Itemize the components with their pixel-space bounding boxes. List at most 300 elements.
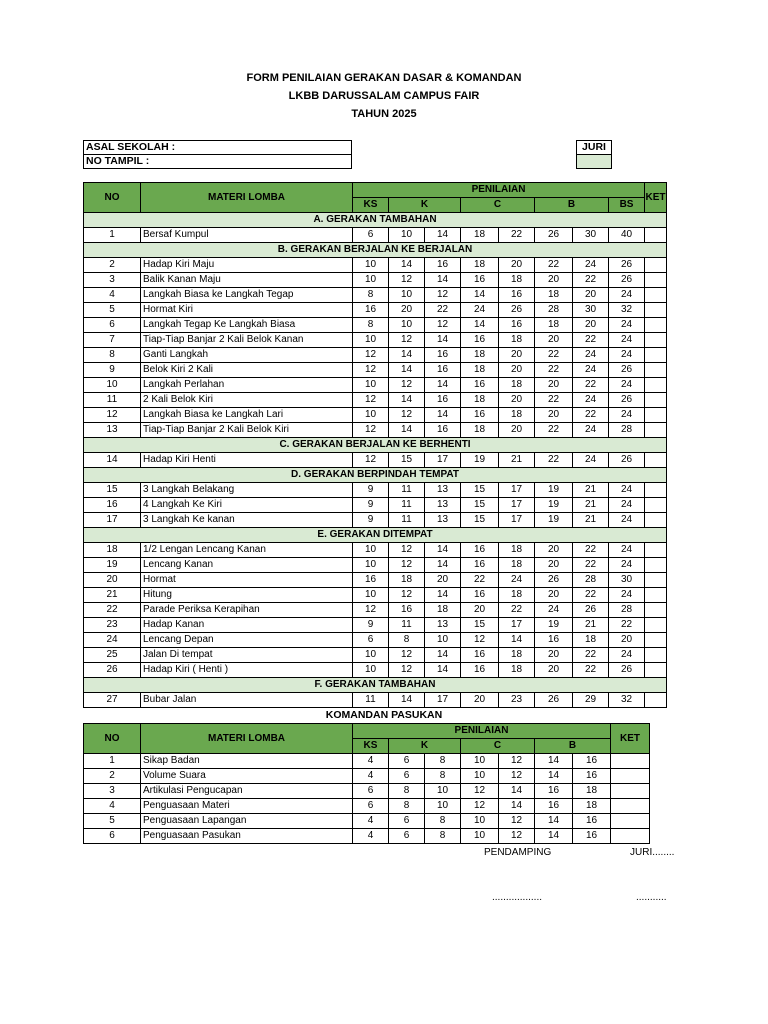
row-score: 30 xyxy=(609,573,645,588)
row-ket[interactable] xyxy=(645,318,667,333)
table-row xyxy=(84,228,667,243)
row-score: 6 xyxy=(353,633,389,648)
row-ket[interactable] xyxy=(611,754,650,769)
header-no: NO xyxy=(84,183,141,213)
row-score: 10 xyxy=(353,648,389,663)
row-ket[interactable] xyxy=(645,408,667,423)
row-no: 15 xyxy=(84,483,141,498)
row-ket[interactable] xyxy=(645,288,667,303)
row-score: 10 xyxy=(353,273,389,288)
row-score: 11 xyxy=(389,618,425,633)
row-no: 5 xyxy=(84,814,141,829)
row-score: 16 xyxy=(461,543,499,558)
row-score: 17 xyxy=(499,513,535,528)
row-score: 24 xyxy=(573,348,609,363)
header-row xyxy=(84,183,667,198)
row-score: 22 xyxy=(535,363,573,378)
row-score: 12 xyxy=(389,378,425,393)
row-score: 8 xyxy=(389,633,425,648)
row-ket[interactable] xyxy=(645,483,667,498)
row-no: 2 xyxy=(84,258,141,273)
year-title: TAHUN 2025 xyxy=(351,108,417,120)
komandan-header-b: B xyxy=(535,739,611,754)
row-score: 14 xyxy=(499,633,535,648)
komandan-header-c: C xyxy=(461,739,535,754)
row-score: 16 xyxy=(535,799,573,814)
row-score: 20 xyxy=(499,363,535,378)
row-score: 14 xyxy=(425,408,461,423)
row-score: 26 xyxy=(609,663,645,678)
row-score: 12 xyxy=(389,558,425,573)
row-materi: Artikulasi Pengucapan xyxy=(141,784,353,799)
table-row xyxy=(84,588,667,603)
row-score: 12 xyxy=(353,363,389,378)
row-score: 16 xyxy=(425,258,461,273)
row-score: 18 xyxy=(425,603,461,618)
row-score: 12 xyxy=(425,288,461,303)
row-score: 17 xyxy=(425,693,461,708)
row-score: 26 xyxy=(535,228,573,243)
row-ket[interactable] xyxy=(611,799,650,814)
row-no: 11 xyxy=(84,393,141,408)
form-title: FORM PENILAIAN GERAKAN DASAR & KOMANDAN xyxy=(246,72,522,84)
row-no: 3 xyxy=(84,784,141,799)
row-no: 20 xyxy=(84,573,141,588)
row-score: 28 xyxy=(609,423,645,438)
table-row xyxy=(84,348,667,363)
row-score: 14 xyxy=(425,378,461,393)
row-no: 24 xyxy=(84,633,141,648)
row-score: 12 xyxy=(425,318,461,333)
row-score: 28 xyxy=(609,603,645,618)
row-no: 18 xyxy=(84,543,141,558)
row-score: 30 xyxy=(573,228,609,243)
row-ket[interactable] xyxy=(645,588,667,603)
row-score: 14 xyxy=(389,258,425,273)
row-score: 12 xyxy=(389,333,425,348)
row-ket[interactable] xyxy=(611,814,650,829)
row-ket[interactable] xyxy=(645,558,667,573)
table-row xyxy=(84,618,667,633)
row-score: 14 xyxy=(499,784,535,799)
table-row xyxy=(84,633,667,648)
row-materi: Hadap Kiri ( Henti ) xyxy=(141,663,353,678)
row-score: 15 xyxy=(389,453,425,468)
row-score: 9 xyxy=(353,483,389,498)
row-materi: Parade Periksa Kerapihan xyxy=(141,603,353,618)
row-ket[interactable] xyxy=(645,273,667,288)
row-score: 6 xyxy=(389,769,425,784)
row-no: 9 xyxy=(84,363,141,378)
row-score: 20 xyxy=(461,603,499,618)
row-materi: 3 Langkah Belakang xyxy=(141,483,353,498)
row-score: 16 xyxy=(461,588,499,603)
header-materi: MATERI LOMBA xyxy=(141,183,353,213)
row-score: 16 xyxy=(461,408,499,423)
row-score: 21 xyxy=(573,498,609,513)
no-tampil-field[interactable]: NO TAMPIL : xyxy=(84,155,352,169)
row-score: 12 xyxy=(389,408,425,423)
komandan-row xyxy=(84,784,650,799)
row-score: 11 xyxy=(389,513,425,528)
table-row xyxy=(84,498,667,513)
row-score: 10 xyxy=(353,258,389,273)
table-row xyxy=(84,453,667,468)
row-ket[interactable] xyxy=(645,348,667,363)
komandan-header-ket: KET xyxy=(611,724,650,754)
row-ket[interactable] xyxy=(611,769,650,784)
row-score: 10 xyxy=(389,228,425,243)
row-score: 24 xyxy=(573,363,609,378)
asal-sekolah-field[interactable]: ASAL SEKOLAH : xyxy=(84,141,352,155)
table-row xyxy=(84,303,667,318)
row-score: 16 xyxy=(425,348,461,363)
row-score: 24 xyxy=(499,573,535,588)
row-score: 40 xyxy=(609,228,645,243)
row-score: 18 xyxy=(499,333,535,348)
section-row xyxy=(84,438,667,453)
row-score: 8 xyxy=(389,784,425,799)
row-score: 20 xyxy=(535,558,573,573)
row-materi: Ganti Langkah xyxy=(141,348,353,363)
juri-number-field[interactable] xyxy=(577,155,612,169)
row-score: 28 xyxy=(573,573,609,588)
row-score: 12 xyxy=(353,453,389,468)
row-score: 30 xyxy=(573,303,609,318)
row-score: 15 xyxy=(461,483,499,498)
row-score: 14 xyxy=(425,333,461,348)
row-ket[interactable] xyxy=(645,603,667,618)
header-ks: KS xyxy=(353,198,389,213)
row-score: 24 xyxy=(609,378,645,393)
row-score: 18 xyxy=(499,408,535,423)
row-score: 21 xyxy=(573,483,609,498)
row-score: 21 xyxy=(573,513,609,528)
row-score: 18 xyxy=(573,784,611,799)
row-no: 27 xyxy=(84,693,141,708)
row-no: 13 xyxy=(84,423,141,438)
row-ket[interactable] xyxy=(645,543,667,558)
row-score: 18 xyxy=(389,573,425,588)
row-score: 24 xyxy=(609,318,645,333)
row-ket[interactable] xyxy=(645,228,667,243)
row-score: 20 xyxy=(535,408,573,423)
row-score: 15 xyxy=(461,618,499,633)
row-score: 4 xyxy=(353,754,389,769)
row-score: 13 xyxy=(425,618,461,633)
section-row xyxy=(84,243,667,258)
row-no: 12 xyxy=(84,408,141,423)
row-no: 25 xyxy=(84,648,141,663)
row-score: 23 xyxy=(499,693,535,708)
row-ket[interactable] xyxy=(645,378,667,393)
row-score: 19 xyxy=(535,498,573,513)
row-score: 16 xyxy=(573,814,611,829)
row-score: 28 xyxy=(535,303,573,318)
row-ket[interactable] xyxy=(611,829,650,844)
row-ket[interactable] xyxy=(645,258,667,273)
row-ket[interactable] xyxy=(645,693,667,708)
row-score: 18 xyxy=(461,348,499,363)
table-row xyxy=(84,378,667,393)
row-score: 20 xyxy=(535,378,573,393)
row-score: 18 xyxy=(499,543,535,558)
row-score: 6 xyxy=(389,814,425,829)
row-score: 14 xyxy=(389,348,425,363)
row-materi: 3 Langkah Ke kanan xyxy=(141,513,353,528)
row-score: 24 xyxy=(573,423,609,438)
row-score: 12 xyxy=(499,829,535,844)
header-ket: KET xyxy=(645,183,667,213)
row-ket[interactable] xyxy=(645,453,667,468)
row-no: 4 xyxy=(84,288,141,303)
row-score: 8 xyxy=(425,769,461,784)
row-no: 26 xyxy=(84,663,141,678)
row-score: 6 xyxy=(353,228,389,243)
row-no: 8 xyxy=(84,348,141,363)
row-materi: 1/2 Lengan Lencang Kanan xyxy=(141,543,353,558)
row-ket[interactable] xyxy=(645,633,667,648)
row-score: 16 xyxy=(389,603,425,618)
row-score: 6 xyxy=(389,829,425,844)
row-no: 23 xyxy=(84,618,141,633)
row-materi: Balik Kanan Maju xyxy=(141,273,353,288)
row-materi: Langkah Tegap Ke Langkah Biasa xyxy=(141,318,353,333)
row-score: 10 xyxy=(461,769,499,784)
row-ket[interactable] xyxy=(645,573,667,588)
row-score: 11 xyxy=(353,693,389,708)
row-materi: Tiap-Tiap Banjar 2 Kali Belok Kiri xyxy=(141,423,353,438)
komandan-row xyxy=(84,829,650,844)
row-materi: Hormat Kiri xyxy=(141,303,353,318)
row-score: 18 xyxy=(461,423,499,438)
row-score: 18 xyxy=(535,318,573,333)
row-score: 24 xyxy=(609,408,645,423)
row-no: 16 xyxy=(84,498,141,513)
header-c: C xyxy=(461,198,535,213)
table-row xyxy=(84,273,667,288)
row-materi: Sikap Badan xyxy=(141,754,353,769)
row-ket[interactable] xyxy=(645,423,667,438)
row-score: 21 xyxy=(573,618,609,633)
row-score: 4 xyxy=(353,829,389,844)
row-score: 24 xyxy=(609,498,645,513)
row-score: 6 xyxy=(353,799,389,814)
juri-box xyxy=(576,140,612,169)
row-materi: Bersaf Kumpul xyxy=(141,228,353,243)
pendamping-signature-line: .................. xyxy=(492,892,543,903)
table-row xyxy=(84,558,667,573)
row-score: 10 xyxy=(353,378,389,393)
table-row xyxy=(84,393,667,408)
row-score: 14 xyxy=(535,754,573,769)
row-no: 17 xyxy=(84,513,141,528)
row-score: 10 xyxy=(389,318,425,333)
row-score: 16 xyxy=(535,784,573,799)
row-score: 22 xyxy=(573,588,609,603)
row-materi: Langkah Perlahan xyxy=(141,378,353,393)
row-score: 18 xyxy=(461,258,499,273)
row-score: 24 xyxy=(573,453,609,468)
row-score: 14 xyxy=(425,273,461,288)
row-score: 26 xyxy=(609,393,645,408)
row-score: 17 xyxy=(499,618,535,633)
row-score: 26 xyxy=(609,453,645,468)
row-score: 16 xyxy=(535,633,573,648)
row-score: 18 xyxy=(499,558,535,573)
row-score: 14 xyxy=(425,663,461,678)
table-row xyxy=(84,693,667,708)
komandan-header-no: NO xyxy=(84,724,141,754)
row-score: 12 xyxy=(389,588,425,603)
row-score: 18 xyxy=(535,288,573,303)
row-score: 18 xyxy=(573,799,611,814)
row-score: 14 xyxy=(461,318,499,333)
row-score: 26 xyxy=(535,573,573,588)
row-ket[interactable] xyxy=(645,363,667,378)
row-score: 12 xyxy=(461,799,499,814)
row-ket[interactable] xyxy=(645,303,667,318)
row-materi: Langkah Biasa ke Langkah Tegap xyxy=(141,288,353,303)
row-score: 24 xyxy=(609,333,645,348)
row-score: 29 xyxy=(573,693,609,708)
row-ket[interactable] xyxy=(645,618,667,633)
row-materi: Langkah Biasa ke Langkah Lari xyxy=(141,408,353,423)
row-score: 12 xyxy=(389,648,425,663)
row-score: 20 xyxy=(425,573,461,588)
row-score: 10 xyxy=(461,814,499,829)
row-score: 14 xyxy=(425,543,461,558)
row-score: 14 xyxy=(461,288,499,303)
row-materi: Hadap Kiri Henti xyxy=(141,453,353,468)
row-ket[interactable] xyxy=(645,663,667,678)
row-score: 6 xyxy=(353,784,389,799)
komandan-header-penilaian: PENILAIAN xyxy=(353,724,611,739)
row-no: 19 xyxy=(84,558,141,573)
row-score: 14 xyxy=(425,228,461,243)
row-score: 8 xyxy=(425,754,461,769)
row-score: 20 xyxy=(535,333,573,348)
row-score: 18 xyxy=(461,363,499,378)
row-no: 21 xyxy=(84,588,141,603)
row-materi: 2 Kali Belok Kiri xyxy=(141,393,353,408)
row-score: 22 xyxy=(535,423,573,438)
row-materi: Penguasaan Pasukan xyxy=(141,829,353,844)
row-no: 3 xyxy=(84,273,141,288)
row-score: 20 xyxy=(499,393,535,408)
row-score: 24 xyxy=(609,648,645,663)
komandan-row xyxy=(84,769,650,784)
row-score: 12 xyxy=(353,393,389,408)
row-score: 20 xyxy=(535,273,573,288)
row-score: 9 xyxy=(353,513,389,528)
row-score: 16 xyxy=(461,558,499,573)
row-score: 22 xyxy=(499,228,535,243)
row-score: 20 xyxy=(535,663,573,678)
row-score: 26 xyxy=(535,693,573,708)
row-ket[interactable] xyxy=(645,498,667,513)
header-bs: BS xyxy=(609,198,645,213)
row-ket[interactable] xyxy=(611,784,650,799)
row-no: 5 xyxy=(84,303,141,318)
row-materi: Hitung xyxy=(141,588,353,603)
row-score: 26 xyxy=(609,258,645,273)
row-score: 24 xyxy=(609,588,645,603)
row-score: 16 xyxy=(425,393,461,408)
row-score: 12 xyxy=(389,273,425,288)
section-row xyxy=(84,468,667,483)
row-score: 8 xyxy=(389,799,425,814)
table-row xyxy=(84,513,667,528)
row-score: 10 xyxy=(461,829,499,844)
row-materi: Lencang Kanan xyxy=(141,558,353,573)
row-score: 24 xyxy=(609,558,645,573)
row-ket[interactable] xyxy=(645,648,667,663)
gerakan-dasar-table xyxy=(83,182,667,708)
pendamping-label: PENDAMPING xyxy=(484,847,552,858)
row-score: 10 xyxy=(353,408,389,423)
event-title: LKBB DARUSSALAM CAMPUS FAIR xyxy=(288,90,480,102)
row-score: 26 xyxy=(609,363,645,378)
table-row xyxy=(84,333,667,348)
header-penilaian: PENILAIAN xyxy=(353,183,645,198)
row-score: 20 xyxy=(535,543,573,558)
table-row xyxy=(84,423,667,438)
row-score: 16 xyxy=(573,754,611,769)
row-score: 8 xyxy=(425,814,461,829)
row-score: 14 xyxy=(425,558,461,573)
row-score: 22 xyxy=(573,558,609,573)
row-score: 9 xyxy=(353,498,389,513)
row-score: 24 xyxy=(609,483,645,498)
row-score: 24 xyxy=(573,393,609,408)
row-score: 16 xyxy=(499,288,535,303)
row-score: 15 xyxy=(461,498,499,513)
row-materi: Lencang Depan xyxy=(141,633,353,648)
row-no: 6 xyxy=(84,318,141,333)
row-score: 17 xyxy=(425,453,461,468)
row-score: 22 xyxy=(573,378,609,393)
row-score: 10 xyxy=(353,333,389,348)
row-score: 12 xyxy=(353,423,389,438)
row-score: 11 xyxy=(389,483,425,498)
school-info-table xyxy=(83,140,352,169)
row-score: 12 xyxy=(461,633,499,648)
row-score: 11 xyxy=(389,498,425,513)
row-score: 10 xyxy=(425,799,461,814)
komandan-title: KOMANDAN PASUKAN xyxy=(325,709,443,721)
row-score: 10 xyxy=(389,288,425,303)
row-score: 20 xyxy=(573,318,609,333)
row-score: 20 xyxy=(535,588,573,603)
header-b: B xyxy=(535,198,609,213)
section-row xyxy=(84,678,667,693)
row-ket[interactable] xyxy=(645,333,667,348)
row-score: 14 xyxy=(389,363,425,378)
row-score: 22 xyxy=(573,408,609,423)
row-score: 24 xyxy=(573,258,609,273)
row-no: 22 xyxy=(84,603,141,618)
row-ket[interactable] xyxy=(645,513,667,528)
row-score: 24 xyxy=(535,603,573,618)
row-score: 16 xyxy=(461,663,499,678)
table-row xyxy=(84,408,667,423)
table-row xyxy=(84,288,667,303)
row-ket[interactable] xyxy=(645,393,667,408)
row-no: 1 xyxy=(84,754,141,769)
row-score: 14 xyxy=(499,799,535,814)
row-score: 14 xyxy=(425,588,461,603)
